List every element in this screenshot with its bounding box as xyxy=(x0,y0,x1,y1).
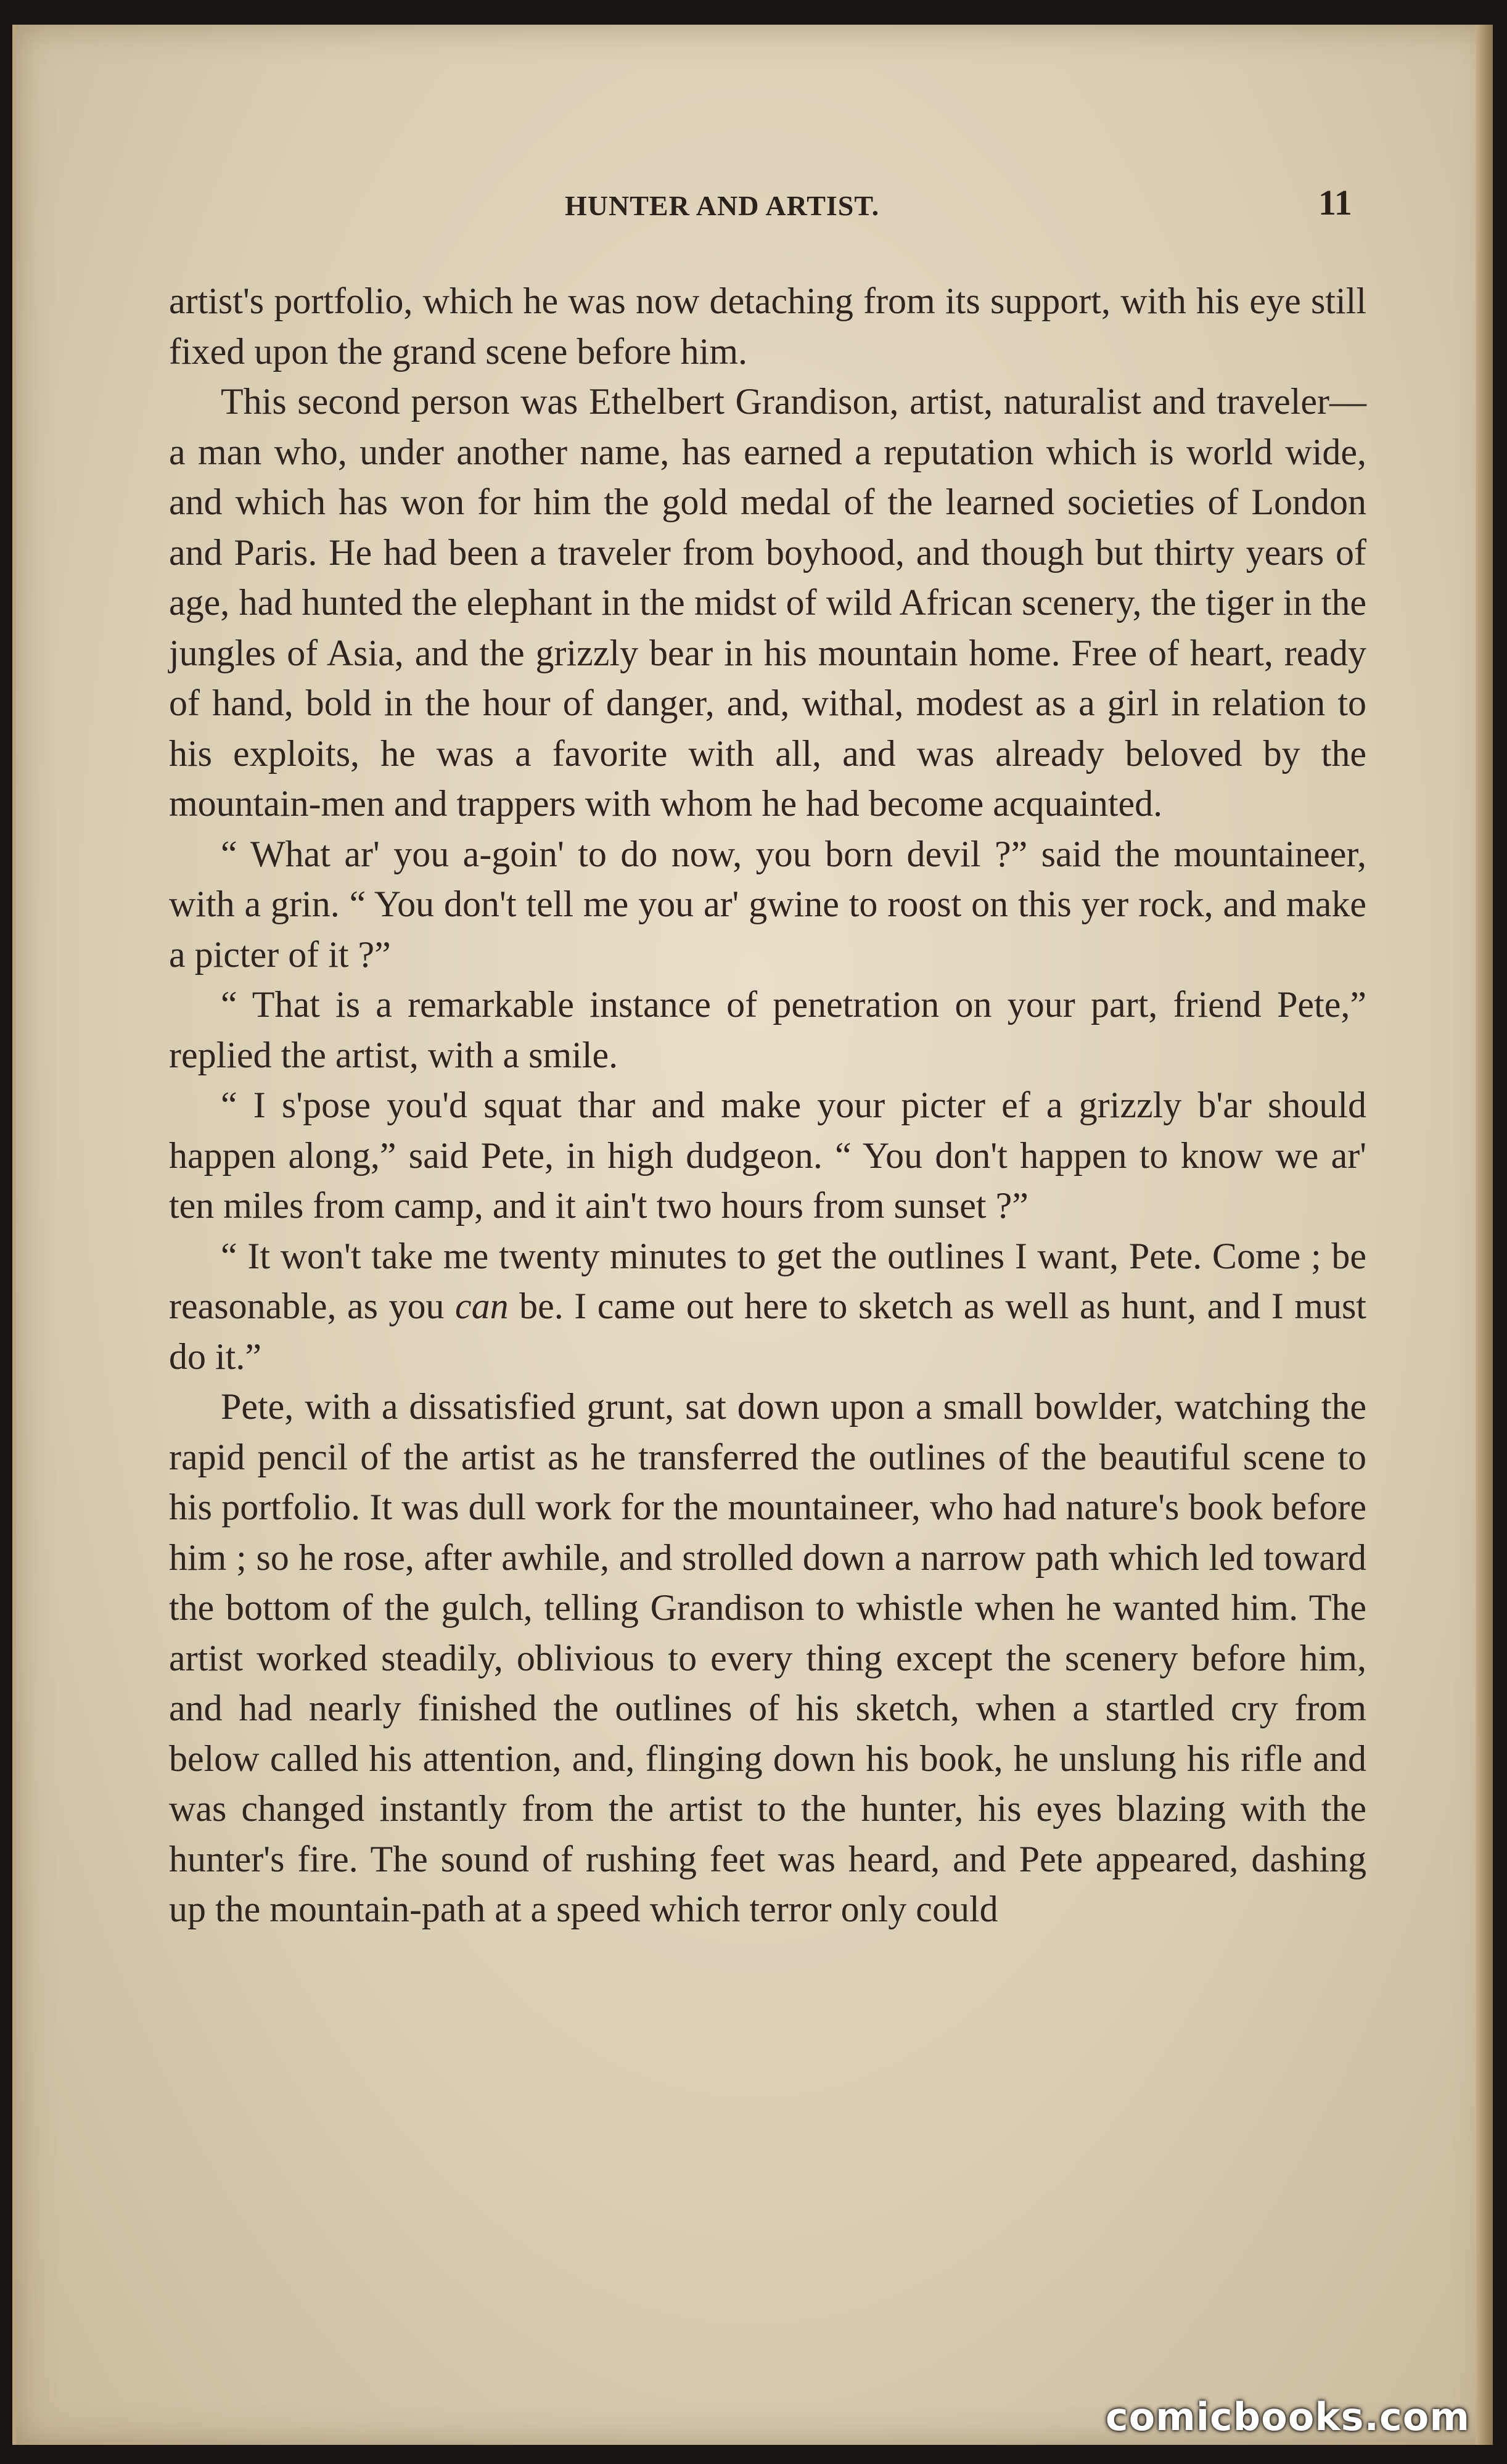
paragraph: Pete, with a dissatisfied grunt, sat down upon a small bowlder, watching the rapid pencil of the artist as he transferred the outlines of the beautiful scene to his portfolio. It was dull work for the mountaineer, who had nature's book before him ; so he rose, after awhile, and strolled down a narrow path which led toward the bottom of the gulch, telling Grandison to whistle when he wanted him. The artist worked steadily, oblivious to every thing except the scenery before him, and had nearly finished the outlines of his sketch, when a startled cry from below called his attention, and, flinging down his book, he unslung his rifle and was changed instantly from the artist to the hunter, his eyes blazing with the hunter's fire. The sound of rushing feet was heard, and Pete appeared, dashing up the mountain-path at a speed which terror only could xyxy=(169,1386,1366,1929)
page-edge xyxy=(1476,25,1493,2445)
paragraph: “ What ar' you a-goin' to do now, you born devil ?” said the mountaineer, with a grin. “ You don't tell me you ar' gwine to roost on this yer rock, and make a picter of it ?” xyxy=(169,833,1366,975)
paragraph-text: “ It won't take me twenty minutes to get the outlines I want, Pete. Come ; be reasonable, as you xyxy=(169,1235,1366,1326)
page-number: 11 xyxy=(1318,183,1352,223)
paragraph: “ That is a remarkable instance of penetration on your part, friend Pete,” replied the artist, with a smile. xyxy=(169,984,1366,1075)
emphasized-word: can xyxy=(455,1286,509,1326)
paragraph xyxy=(169,1231,1366,1382)
paragraph: “ I s'pose you'd squat thar and make your picter ef a grizzly b'ar should happen along,” said Pete, in high dudgeon. “ You don't happen to know we ar' ten miles from camp, and it ain't two hours from sunset ?” xyxy=(169,1085,1366,1226)
book-page xyxy=(12,25,1493,2445)
watermark: comicbooks.com xyxy=(1105,2394,1470,2439)
body-text xyxy=(169,276,1366,1935)
running-head: HUNTER AND ARTIST. xyxy=(565,190,880,221)
page-header xyxy=(16,182,1493,231)
paragraph: This second person was Ethelbert Grandison, artist, naturalist and traveler—a man who, under another name, has earned a reputation which is world wide, and which has won for him the gold medal of the learned societies of London and Paris. He had been a traveler from boyhood, and though but thirty years of age, had hunted the elephant in the midst of wild African scenery, the tiger in the jungles of Asia, and the grizzly bear in his mountain home. Free of heart, ready of hand, bold in the hour of danger, and, withal, modest as a girl in relation to his exploits, he was a favorite with all, and was already beloved by the mountain-men and trappers with whom he had become acquainted. xyxy=(169,381,1366,824)
paragraph-text: be. I came out here to sketch as well as hunt, and I must do it.” xyxy=(169,1286,1366,1377)
paragraph: artist's portfolio, which he was now detaching from its support, with his eye still fixed upon the grand scene before him. xyxy=(169,281,1366,372)
